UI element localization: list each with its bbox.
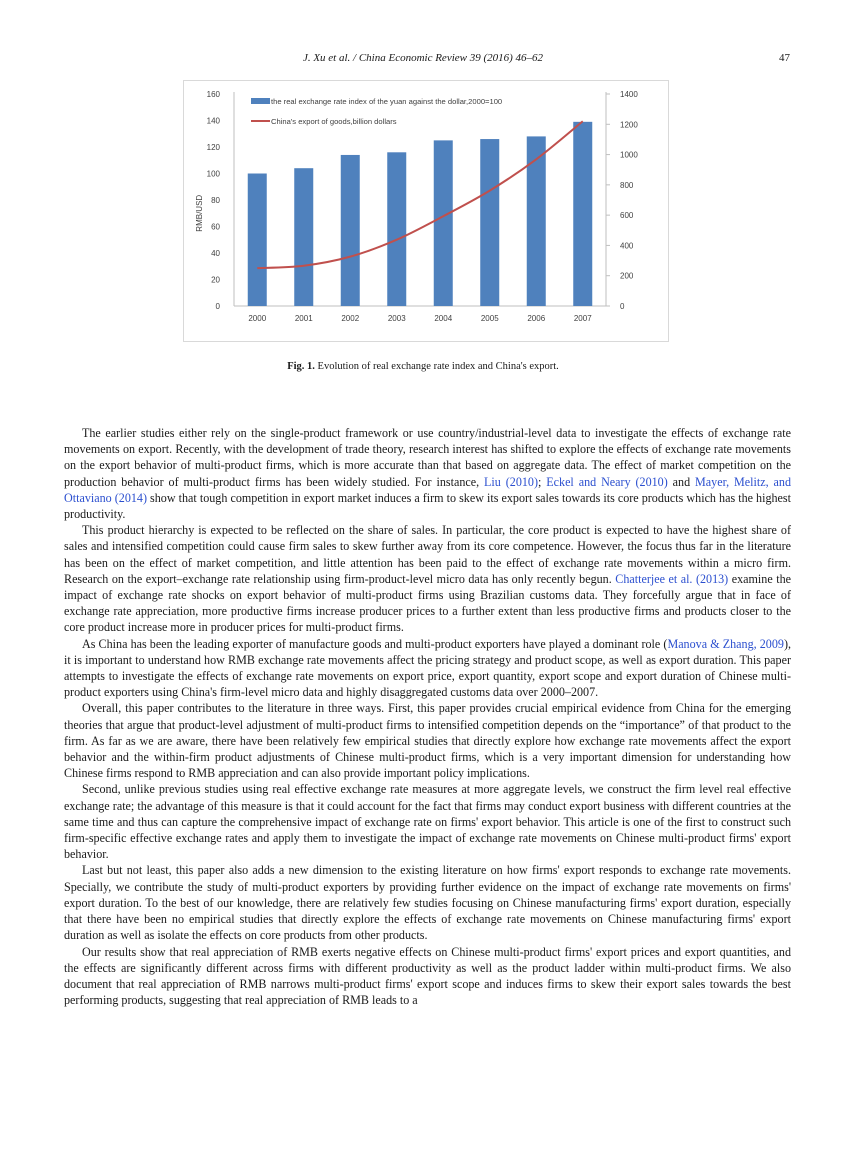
bar-2000 [248, 174, 267, 307]
bar-2005 [480, 139, 499, 306]
left-axis-tick-label: 80 [211, 196, 220, 205]
bar-line-chart [184, 81, 670, 343]
left-axis-tick-label: 0 [215, 302, 220, 311]
paragraph-6: Last but not least, this paper also adds a new dimension to the existing literature on how firms' export responds to exchange rate movements. Specially, we contribute the study of multi-product exporters by providing further evidence on the impact of exchange rate movements on firms' export duration. To the best of our knowledge, there are relatively few studies focusing on Chinese manufacturing firms' export duration, especially that there have been no empirical studies that directly explore the effects of exchange rate movements on Chinese manufacturing firms' export duration as well as isolate the effects on core products from other products. [64, 863, 791, 943]
x-axis-tick-label: 2005 [480, 314, 499, 323]
right-axis-tick-label: 800 [620, 180, 634, 190]
paragraph-2: This product hierarchy is expected to be reflected on the share of sales. In particular, the core product is expected to have the highest share of sales and intensified competition could cause firm sales to skew further away from its core competence. However, the focus thus far in the literature has been on the effect of market competition, and little attention has been paid to the effect of exchange rate movements within a micro firm. Research on the export–exchange rate relationship using firm-product-level micro data has only recently begun. Chatterjee et al. (2013) examine the impact of exchange rate shocks on export behavior of multi-product firms using Brazilian customs data. They forcefully argue that in face of exchange rate appreciation, more productive firms increase producer prices to a further extent than less productive firms and products closer to the core product increase more in producer prices for multi-product firms. [64, 523, 791, 635]
article-body [64, 425, 791, 1008]
figure-caption [0, 361, 846, 372]
legend-bar-swatch [251, 98, 270, 104]
paragraph-3: As China has been the leading exporter of manufacture goods and multi-product exporters have played a dominant role (Manova & Zhang, 2009), it is important to understand how RMB exchange rate movements affect the pricing strategy and product scope, as well as export duration. This paper attempts to investigate the effects of exchange rate movements on export price, export quantity, export scope and export duration of Chinese multi-product exporters using China's firm-level micro data and highly disaggregated customs data over 2000–2007. [64, 636, 792, 700]
paragraph-7: Our results show that real appreciation of RMB exerts negative effects on Chinese multi-product firms' export prices and export quantities, and the effects are significantly different across firms with different productivity as well as the product ladder within multi-product firms. We also document that real appreciation of RMB narrows multi-product firms' export scope and induces firms to skew their export sales towards the best performing products, suggesting that real appreciation of RMB leads to a [64, 944, 791, 1008]
bar-2006 [527, 136, 546, 306]
citation-link-mayer-melitz-ottaviano-2014[interactable]: Mayer, Melitz, and Ottaviano (2014) [64, 474, 792, 505]
x-axis-tick-label: 2004 [434, 314, 453, 323]
bar-2007 [573, 122, 592, 306]
legend-bar-label: the real exchange rate index of the yuan against the dollar,2000=100 [271, 97, 503, 106]
right-axis-tick-label: 1200 [620, 120, 638, 130]
left-axis-tick-label: 120 [206, 143, 220, 152]
right-axis-tick-label: 600 [620, 211, 634, 221]
left-axis-tick-label: 40 [211, 249, 220, 258]
running-head [0, 52, 846, 68]
right-axis-tick-label: 1000 [620, 150, 638, 160]
x-axis-tick-label: 2003 [387, 314, 406, 323]
right-axis-tick-label: 0 [620, 302, 625, 311]
x-axis-tick-label: 2002 [341, 314, 360, 323]
citation-link-chatterjee-2013[interactable]: Chatterjee et al. (2013) [615, 571, 729, 586]
bar-2002 [341, 155, 360, 306]
legend-line-label: China's export of goods,billion dollars [271, 117, 397, 126]
left-axis-tick-label: 20 [211, 275, 220, 285]
page-number: 47 [779, 52, 790, 64]
figure-1-chart [183, 80, 669, 342]
figure-caption-text: Evolution of real exchange rate index and China's export. [314, 361, 559, 372]
citation-link-eckel-neary-2010[interactable]: Eckel and Neary (2010) [546, 474, 668, 489]
paragraph-5: Second, unlike previous studies using real effective exchange rate measures at more aggregate levels, we construct the firm level real effective exchange rate; the advantage of this measure is that it could account for the fact that firms may conduct export business with different countries at the same time and thus can capture the comprehensive impact of exchange rate on firms' export behavior. This article is one of the first to construct such firm-specific effective exchange rates and apply them to investigate the impact of exchange rate movements on Chinese multi-product firms' export behavior. [64, 782, 791, 862]
bar-2003 [387, 152, 406, 306]
paragraph-1: The earlier studies either rely on the single-product framework or use country/industrial-level data to investigate the effects of exchange rate movements on export. Recently, with the development of trade theory, research interest has shifted to explore the effects of exchange rate movements on the export behavior of multi-product firms, which is more accurate than that based on aggregate data. The effect of market competition on the production behavior of multi-product firms has been widely studied. For instance, Liu (2010); Eckel and Neary (2010) and Mayer, Melitz, and Ottaviano (2014) show that tough competition in export market induces a firm to skew its export sales towards its core products which has the highest productivity. [64, 426, 792, 522]
left-axis-tick-label: 140 [206, 116, 220, 126]
paragraph-4: Overall, this paper contributes to the literature in three ways. First, this paper provides crucial empirical evidence from China for the emerging theories that argue that product-level adjustment of multi-product firms to intensified competition depends on the “importance” of that product to the firm. As far as we are aware, there have been relatively few empirical studies that directly explore how exchange rate movements affect the export behavior and the within-firm product adjustments of Chinese multi-product firms, which is a very important dimension for understanding how Chinese firms respond to RMB appreciation and can also provide important policy implications. [64, 701, 791, 781]
right-axis-tick-label: 1400 [620, 90, 638, 99]
x-axis-tick-label: 2000 [248, 314, 267, 323]
right-axis-tick-label: 400 [620, 241, 634, 251]
journal-citation: J. Xu et al. / China Economic Review 39 (2016) 46–62 [302, 52, 544, 64]
x-axis-tick-label: 2007 [573, 314, 592, 323]
x-axis-tick-label: 2001 [294, 314, 313, 323]
left-axis-tick-label: 100 [206, 169, 220, 179]
citation-link-liu-2010[interactable]: Liu (2010) [484, 474, 538, 489]
citation-link-manova-zhang-2009[interactable]: Manova & Zhang, 2009 [667, 636, 784, 651]
x-axis-tick-label: 2006 [527, 314, 546, 323]
right-axis-tick-label: 200 [620, 271, 634, 281]
left-axis-tick-label: 160 [206, 90, 220, 99]
bar-2001 [294, 168, 313, 306]
y-axis-label: RMB/USD [195, 194, 204, 232]
left-axis-tick-label: 60 [211, 222, 220, 232]
figure-label: Fig. 1. [287, 361, 315, 372]
bar-2004 [434, 140, 453, 306]
